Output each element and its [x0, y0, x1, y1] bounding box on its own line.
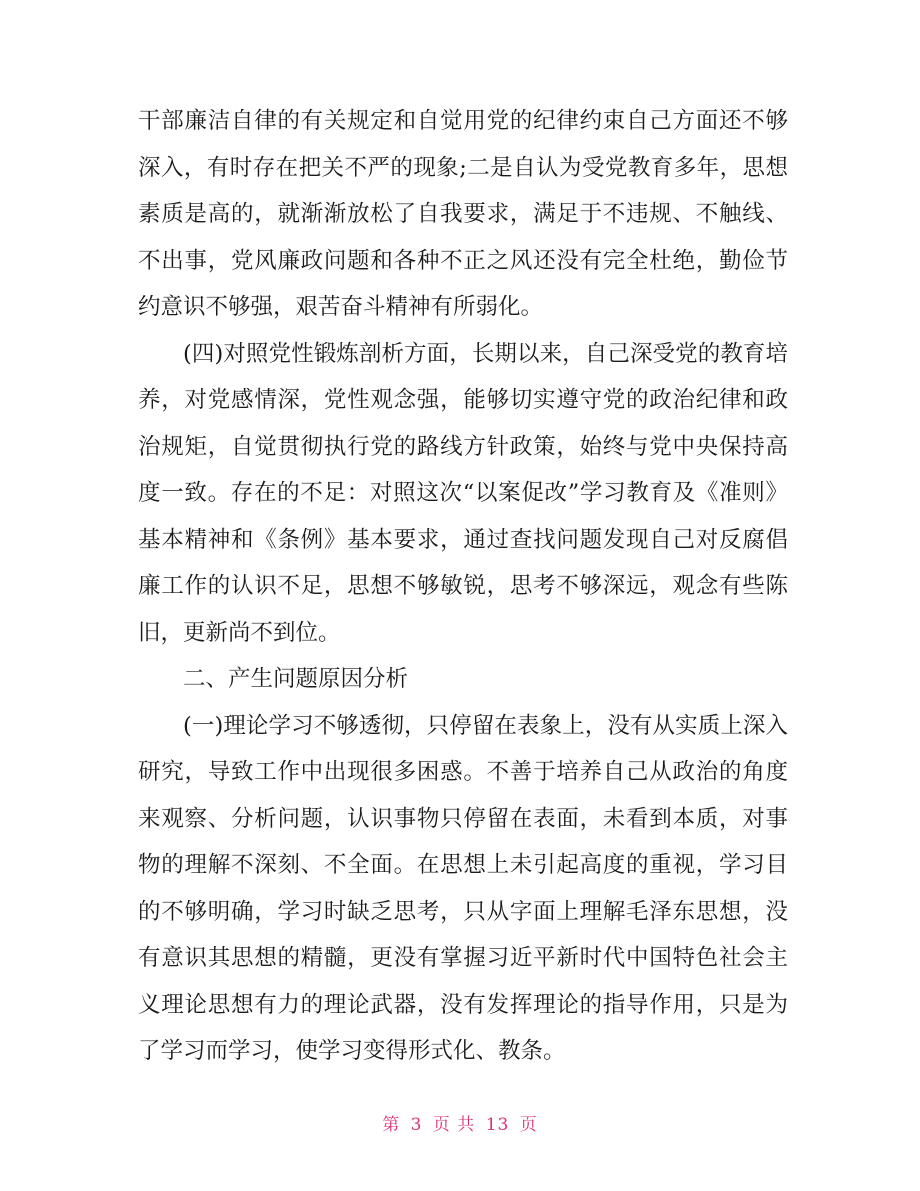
paragraph-2: (四)对照党性锻炼剖析方面，长期以来，自己深受党的教育培养，对党感情深，党性观念强，能够切实遵守党的政治纪律和政治规矩，自觉贯彻执行党的路线方针政策，始终与党中央保持高度一致。存在的不足：对照这次“以案促改”学习教育及《准则》基本精神和《条例》基本要求，通过查找问题发现自己对反腐倡廉工作的认识不足，思想不够敏锐，思考不够深远，观念有些陈旧，更新尚不到位。 [138, 340, 788, 646]
section-heading: 二、产生问题原因分析 [183, 666, 409, 692]
footer-current-page: 3 [410, 1115, 423, 1135]
document-body [138, 98, 788, 1075]
footer-total-pages: 13 [485, 1115, 510, 1135]
footer-suffix: 页 [519, 1115, 538, 1135]
paragraph-3: (一)理论学习不够透彻，只停留在表象上，没有从实质上深入研究，导致工作中出现很多困惑。不善于培养自己从政治的角度来观察、分析问题，认识事物只停留在表面，未看到本质，对事物的理解不深刻、不全面。在思想上未引起高度的重视，学习目的不够明确，学习时缺乏思考，只从字面上理解毛泽东思想，没有意识其思想的精髓，更没有掌握习近平新时代中国特色社会主义理论思想有力的理论武器，没有发挥理论的指导作用，只是为了学习而学习，使学习变得形式化、教条。 [138, 712, 788, 1064]
footer-middle: 页 共 [432, 1115, 476, 1135]
paragraph-1: 干部廉洁自律的有关规定和自觉用党的纪律约束自己方面还不够深入，有时存在把关不严的现象;二是自认为受党教育多年，思想素质是高的，就渐渐放松了自我要求，满足于不违规、不触线、不出事，党风廉政问题和各种不正之风还没有完全杜绝，勤俭节约意识不够强，艰苦奋斗精神有所弱化。 [138, 108, 788, 320]
page-footer [0, 1110, 920, 1135]
footer-prefix: 第 [382, 1115, 401, 1135]
